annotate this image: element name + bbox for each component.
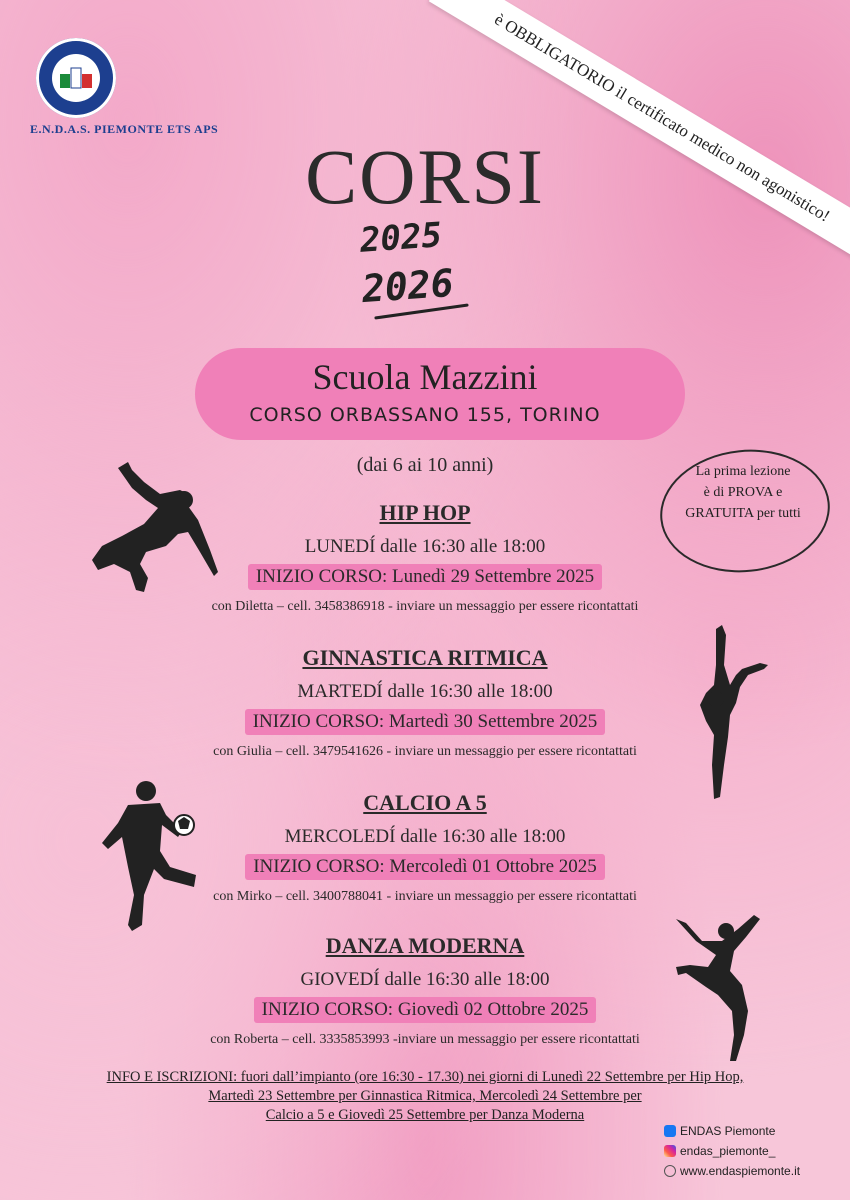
modern-dancer-icon	[672, 915, 772, 1065]
football-player-icon	[98, 775, 198, 935]
note-line-1: La prima lezione	[695, 464, 791, 479]
website-label: www.endaspiemonte.it	[680, 1164, 801, 1178]
course-title: CALCIO A 5	[363, 790, 487, 815]
course-title: GINNASTICA RITMICA	[302, 645, 548, 670]
school-name: Scuola Mazzini	[312, 357, 538, 397]
course-title: HIP HOP	[379, 500, 471, 525]
social-facebook[interactable]	[664, 1124, 775, 1138]
course-contact: con Roberta – cell. 3335853993 -inviare un messaggio per essere ricontattati	[210, 1032, 640, 1047]
course-start-date: INIZIO CORSO: Mercoledì 01 Ottobre 2025	[245, 854, 605, 880]
registration-info	[0, 1068, 850, 1125]
info-line-3: Calcio a 5 e Giovedì 25 Settembre per Danza Moderna	[265, 1107, 585, 1123]
course-contact: con Mirko – cell. 3400788041 - inviare un messaggio per essere ricontattati	[213, 889, 637, 904]
facebook-label: ENDAS Piemonte	[680, 1124, 776, 1138]
age-range: (dai 6 ai 10 anni)	[356, 454, 494, 476]
school-address: CORSO ORBASSANO 155, TORINO	[249, 404, 601, 426]
note-line-2: è di PROVA e	[703, 485, 783, 500]
endas-logo	[36, 38, 116, 118]
globe-icon	[664, 1165, 676, 1177]
course-title: DANZA MODERNA	[325, 933, 525, 958]
page-title: CORSI	[305, 133, 545, 220]
course-time: GIOVEDÍ dalle 16:30 alle 18:00	[300, 969, 550, 990]
instagram-label: endas_piemonte_	[680, 1144, 776, 1158]
info-line-2: Martedì 23 Settembre per Ginnastica Ritmica, Mercoledì 24 Settembre per	[208, 1088, 642, 1104]
course-contact: con Diletta – cell. 3458386918 - inviare un messaggio per essere ricontattati	[211, 599, 639, 614]
rhythmic-gymnast-icon	[690, 625, 770, 805]
endas-emblem-icon	[58, 64, 94, 90]
course-time: LUNEDÍ dalle 16:30 alle 18:00	[304, 536, 546, 557]
hip-hop-dancer-icon	[88, 460, 228, 605]
course-start-date: INIZIO CORSO: Lunedì 29 Settembre 2025	[248, 564, 602, 590]
info-line-1: INFO E ISCRIZIONI: fuori dall’impianto (ore 16:30 - 17.30) nei giorni di Lunedì 22 Settembre per Hip Hop,	[106, 1069, 744, 1085]
facebook-icon	[664, 1125, 676, 1137]
course-time: MARTEDÍ dalle 16:30 alle 18:00	[297, 681, 553, 702]
year-end: 2026	[360, 260, 455, 312]
course-start-date: INIZIO CORSO: Martedì 30 Settembre 2025	[245, 709, 606, 735]
note-line-3: GRATUITA per tutti	[685, 506, 801, 521]
course-contact: con Giulia – cell. 3479541626 - inviare un messaggio per essere ricontattati	[213, 744, 637, 759]
course-time: MERCOLEDÍ dalle 16:30 alle 18:00	[284, 826, 566, 847]
social-instagram[interactable]	[664, 1144, 775, 1158]
instagram-icon	[664, 1145, 676, 1157]
ribbon-text: è OBBLIGATORIO il certificato medico non agonistico!	[491, 9, 834, 226]
organization-name: E.N.D.A.S. PIEMONTE ETS APS	[30, 122, 219, 136]
year-start: 2025	[358, 215, 444, 261]
course-start-date: INIZIO CORSO: Giovedì 02 Ottobre 2025	[254, 997, 597, 1023]
social-website[interactable]	[664, 1164, 800, 1178]
